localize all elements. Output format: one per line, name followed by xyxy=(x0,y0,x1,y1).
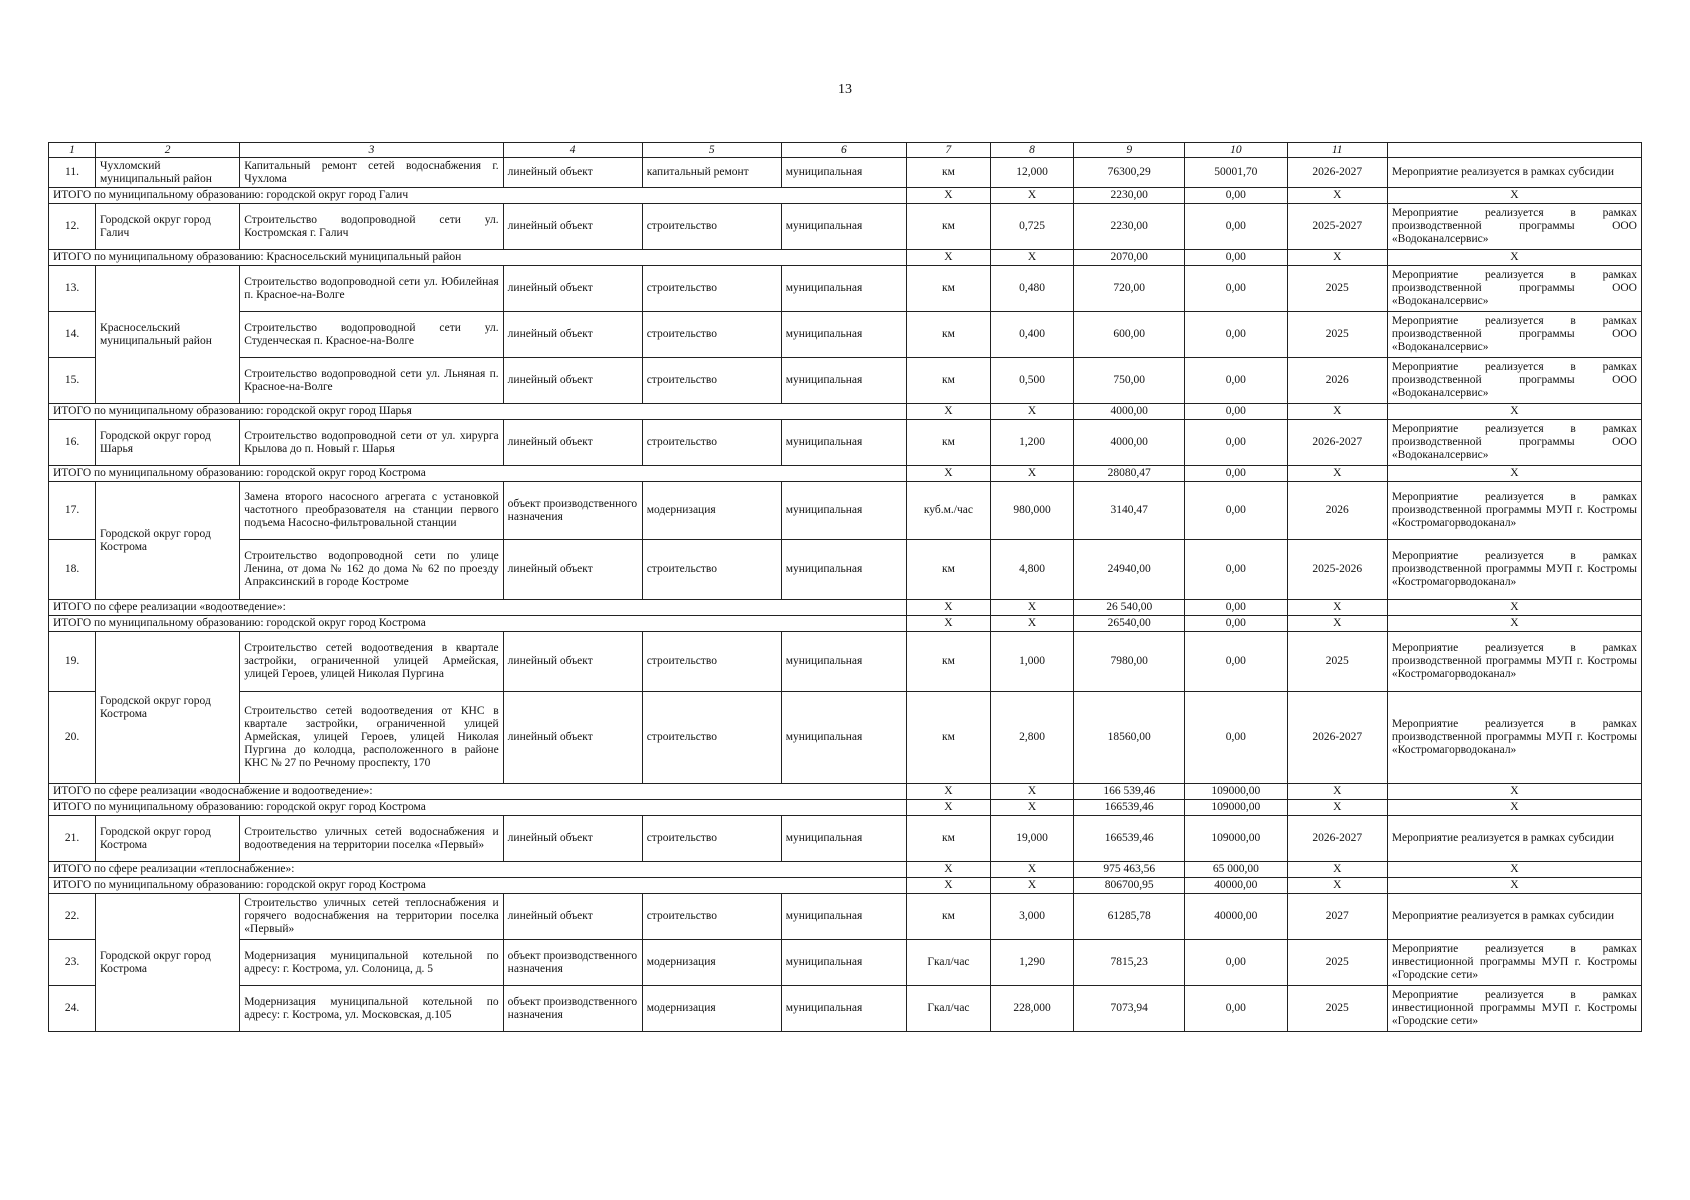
column-number: 1 xyxy=(49,143,96,158)
total-qty-x: X xyxy=(990,466,1074,482)
total-years-x: X xyxy=(1287,862,1387,878)
capacity: 0,400 xyxy=(990,312,1074,358)
total-row xyxy=(49,600,1642,616)
budget-funds: 0,00 xyxy=(1185,312,1287,358)
municipality-cell: Городской округ город Кострома xyxy=(96,894,240,1032)
total-unit-x: X xyxy=(907,616,991,632)
table-row xyxy=(49,204,1642,250)
total-qty-x: X xyxy=(990,404,1074,420)
work-type: строительство xyxy=(642,816,781,862)
ownership: муниципальная xyxy=(781,482,906,540)
total-label: ИТОГО по сфере реализации «теплоснабжение»: xyxy=(49,862,907,878)
note: Мероприятие реализуется в рамках производственной программы ООО «Водоканалсервис» xyxy=(1387,312,1641,358)
note: Мероприятие реализуется в рамках инвестиционной программы МУП г. Костромы «Городские сети» xyxy=(1387,940,1641,986)
project-name: Строительство водопроводной сети от ул. хирурга Крылова до п. Новый г. Шарья xyxy=(240,420,503,466)
table-row xyxy=(49,482,1642,540)
total-cost: 2230,00 xyxy=(1074,204,1185,250)
total-years-x: X xyxy=(1287,466,1387,482)
years: 2026 xyxy=(1287,358,1387,404)
object-type: линейный объект xyxy=(503,540,642,600)
object-type: линейный объект xyxy=(503,358,642,404)
capacity: 4,800 xyxy=(990,540,1074,600)
total-row xyxy=(49,616,1642,632)
budget-funds: 0,00 xyxy=(1185,204,1287,250)
total-cost: 7815,23 xyxy=(1074,940,1185,986)
work-type: модернизация xyxy=(642,986,781,1032)
total-cost: 166 539,46 xyxy=(1074,784,1185,800)
total-row xyxy=(49,250,1642,266)
municipality-cell: Городской округ город Кострома xyxy=(96,482,240,600)
unit: куб.м./час xyxy=(907,482,991,540)
project-name: Строительство сетей водоотведения в квартале застройки, ограниченной улицей Армейская, улицей Героев, улицей Николая Пургина xyxy=(240,632,503,692)
column-number: 6 xyxy=(781,143,906,158)
total-cost: 28080,47 xyxy=(1074,466,1185,482)
row-number: 12. xyxy=(49,204,96,250)
total-row xyxy=(49,862,1642,878)
total-note-x: X xyxy=(1387,466,1641,482)
note: Мероприятие реализуется в рамках производственной программы МУП г. Костромы «Костромагорводоканал» xyxy=(1387,632,1641,692)
total-cost: 18560,00 xyxy=(1074,692,1185,784)
total-qty-x: X xyxy=(990,784,1074,800)
row-number: 23. xyxy=(49,940,96,986)
total-budget: 0,00 xyxy=(1185,250,1287,266)
object-type: линейный объект xyxy=(503,158,642,188)
budget-funds: 0,00 xyxy=(1185,940,1287,986)
total-years-x: X xyxy=(1287,800,1387,816)
capacity: 1,200 xyxy=(990,420,1074,466)
row-number: 18. xyxy=(49,540,96,600)
years: 2025 xyxy=(1287,312,1387,358)
total-label: ИТОГО по сфере реализации «водоснабжение и водоотведение»: xyxy=(49,784,907,800)
total-unit-x: X xyxy=(907,466,991,482)
project-name: Строительство водопроводной сети ул. Льняная п. Красное-на-Волге xyxy=(240,358,503,404)
total-cost: 26540,00 xyxy=(1074,616,1185,632)
total-qty-x: X xyxy=(990,600,1074,616)
total-cost: 2230,00 xyxy=(1074,188,1185,204)
municipality-cell: Чухломский муниципальный район xyxy=(96,158,240,188)
total-note-x: X xyxy=(1387,616,1641,632)
work-type: строительство xyxy=(642,312,781,358)
column-number: 2 xyxy=(96,143,240,158)
row-number: 11. xyxy=(49,158,96,188)
years: 2027 xyxy=(1287,894,1387,940)
total-cost: 2070,00 xyxy=(1074,250,1185,266)
total-budget: 40000,00 xyxy=(1185,878,1287,894)
object-type: линейный объект xyxy=(503,692,642,784)
total-unit-x: X xyxy=(907,878,991,894)
total-qty-x: X xyxy=(990,188,1074,204)
unit: км xyxy=(907,204,991,250)
table-row xyxy=(49,894,1642,940)
capacity: 1,000 xyxy=(990,632,1074,692)
unit: км xyxy=(907,420,991,466)
total-note-x: X xyxy=(1387,404,1641,420)
work-type: капитальный ремонт xyxy=(642,158,781,188)
total-row xyxy=(49,878,1642,894)
unit: км xyxy=(907,358,991,404)
row-number: 24. xyxy=(49,986,96,1032)
project-name: Строительство водопроводной сети ул. Костромская г. Галич xyxy=(240,204,503,250)
work-type: строительство xyxy=(642,420,781,466)
ownership: муниципальная xyxy=(781,940,906,986)
total-row xyxy=(49,188,1642,204)
ownership: муниципальная xyxy=(781,358,906,404)
capacity: 3,000 xyxy=(990,894,1074,940)
project-name: Модернизация муниципальной котельной по адресу: г. Кострома, ул. Солоница, д. 5 xyxy=(240,940,503,986)
column-number: 11 xyxy=(1287,143,1387,158)
note: Мероприятие реализуется в рамках производственной программы ООО «Водоканалсервис» xyxy=(1387,266,1641,312)
total-years-x: X xyxy=(1287,250,1387,266)
total-label: ИТОГО по муниципальному образованию: городской округ город Шарья xyxy=(49,404,907,420)
table-row xyxy=(49,692,1642,784)
total-row xyxy=(49,784,1642,800)
total-cost: 4000,00 xyxy=(1074,420,1185,466)
column-number: 7 xyxy=(907,143,991,158)
capacity: 228,000 xyxy=(990,986,1074,1032)
column-number: 3 xyxy=(240,143,503,158)
row-number: 13. xyxy=(49,266,96,312)
ownership: муниципальная xyxy=(781,632,906,692)
budget-funds: 0,00 xyxy=(1185,358,1287,404)
ownership: муниципальная xyxy=(781,204,906,250)
note: Мероприятие реализуется в рамках производственной программы ООО «Водоканалсервис» xyxy=(1387,420,1641,466)
ownership: муниципальная xyxy=(781,158,906,188)
total-cost: 975 463,56 xyxy=(1074,862,1185,878)
total-label: ИТОГО по муниципальному образованию: городской округ город Кострома xyxy=(49,800,907,816)
total-years-x: X xyxy=(1287,188,1387,204)
total-label: ИТОГО по муниципальному образованию: городской округ город Галич xyxy=(49,188,907,204)
note: Мероприятие реализуется в рамках субсидии xyxy=(1387,158,1641,188)
page-number: 13 xyxy=(838,82,852,97)
total-cost: 166539,46 xyxy=(1074,800,1185,816)
object-type: линейный объект xyxy=(503,204,642,250)
total-years-x: X xyxy=(1287,878,1387,894)
total-budget: 0,00 xyxy=(1185,188,1287,204)
capacity: 19,000 xyxy=(990,816,1074,862)
column-number: 8 xyxy=(990,143,1074,158)
total-years-x: X xyxy=(1287,616,1387,632)
note: Мероприятие реализуется в рамках производственной программы ООО «Водоканалсервис» xyxy=(1387,204,1641,250)
note: Мероприятие реализуется в рамках производственной программы МУП г. Костромы «Костромагорводоканал» xyxy=(1387,540,1641,600)
project-name: Строительство сетей водоотведения от КНС в квартале застройки, ограниченной улицей Армейская, улицей Героев, улицей Николая Пургина до колодца, расположенного в районе КНС № 27 по Речному проспекту, 170 xyxy=(240,692,503,784)
capacity: 0,725 xyxy=(990,204,1074,250)
total-budget: 0,00 xyxy=(1185,404,1287,420)
total-cost: 720,00 xyxy=(1074,266,1185,312)
table-row xyxy=(49,420,1642,466)
total-budget: 109000,00 xyxy=(1185,800,1287,816)
total-years-x: X xyxy=(1287,784,1387,800)
note: Мероприятие реализуется в рамках субсидии xyxy=(1387,816,1641,862)
total-cost: 600,00 xyxy=(1074,312,1185,358)
ownership: муниципальная xyxy=(781,540,906,600)
unit: км xyxy=(907,816,991,862)
years: 2025 xyxy=(1287,986,1387,1032)
ownership: муниципальная xyxy=(781,894,906,940)
object-type: линейный объект xyxy=(503,420,642,466)
row-number: 20. xyxy=(49,692,96,784)
total-years-x: X xyxy=(1287,404,1387,420)
total-cost: 24940,00 xyxy=(1074,540,1185,600)
total-label: ИТОГО по муниципальному образованию: городской округ город Кострома xyxy=(49,878,907,894)
table-row xyxy=(49,986,1642,1032)
total-budget: 0,00 xyxy=(1185,466,1287,482)
total-cost: 26 540,00 xyxy=(1074,600,1185,616)
column-number: 9 xyxy=(1074,143,1185,158)
ownership: муниципальная xyxy=(781,816,906,862)
total-qty-x: X xyxy=(990,862,1074,878)
project-name: Строительство водопроводной сети по улице Ленина, от дома № 162 до дома № 62 по проезду Апраксинский в городе Костроме xyxy=(240,540,503,600)
municipality-cell: Красносельский муниципальный район xyxy=(96,266,240,404)
total-note-x: X xyxy=(1387,862,1641,878)
row-number: 19. xyxy=(49,632,96,692)
projects-table xyxy=(48,142,1642,1032)
total-row xyxy=(49,466,1642,482)
unit: Гкал/час xyxy=(907,940,991,986)
unit: Гкал/час xyxy=(907,986,991,1032)
object-type: объект производственного назначения xyxy=(503,986,642,1032)
total-cost: 4000,00 xyxy=(1074,404,1185,420)
object-type: объект производственного назначения xyxy=(503,482,642,540)
municipality-cell: Городской округ город Кострома xyxy=(96,632,240,784)
work-type: строительство xyxy=(642,204,781,250)
years: 2025 xyxy=(1287,940,1387,986)
work-type: строительство xyxy=(642,692,781,784)
municipality-cell: Городской округ город Кострома xyxy=(96,816,240,862)
table-body xyxy=(49,143,1642,1032)
note: Мероприятие реализуется в рамках производственной программы МУП г. Костромы «Костромагорводоканал» xyxy=(1387,692,1641,784)
budget-funds: 109000,00 xyxy=(1185,816,1287,862)
total-label: ИТОГО по муниципальному образованию: городской округ город Кострома xyxy=(49,466,907,482)
ownership: муниципальная xyxy=(781,692,906,784)
total-note-x: X xyxy=(1387,878,1641,894)
total-row xyxy=(49,404,1642,420)
unit: км xyxy=(907,894,991,940)
total-note-x: X xyxy=(1387,800,1641,816)
column-number: 10 xyxy=(1185,143,1287,158)
total-qty-x: X xyxy=(990,800,1074,816)
work-type: строительство xyxy=(642,266,781,312)
years: 2026-2027 xyxy=(1287,692,1387,784)
projects-table-wrapper xyxy=(48,142,1642,1032)
budget-funds: 0,00 xyxy=(1185,482,1287,540)
total-cost: 806700,95 xyxy=(1074,878,1185,894)
unit: км xyxy=(907,692,991,784)
note: Мероприятие реализуется в рамках инвестиционной программы МУП г. Костромы «Городские сети» xyxy=(1387,986,1641,1032)
work-type: строительство xyxy=(642,894,781,940)
budget-funds: 40000,00 xyxy=(1185,894,1287,940)
table-row xyxy=(49,312,1642,358)
budget-funds: 0,00 xyxy=(1185,540,1287,600)
years: 2025-2027 xyxy=(1287,204,1387,250)
total-unit-x: X xyxy=(907,404,991,420)
total-row xyxy=(49,800,1642,816)
table-row xyxy=(49,940,1642,986)
table-row xyxy=(49,266,1642,312)
total-cost: 7980,00 xyxy=(1074,632,1185,692)
project-name: Строительство водопроводной сети ул. Юбилейная п. Красное-на-Волге xyxy=(240,266,503,312)
project-name: Строительство уличных сетей теплоснабжения и горячего водоснабжения на территории поселка «Первый» xyxy=(240,894,503,940)
column-number xyxy=(1387,143,1641,158)
note: Мероприятие реализуется в рамках производственной программы ООО «Водоканалсервис» xyxy=(1387,358,1641,404)
total-qty-x: X xyxy=(990,616,1074,632)
total-budget: 0,00 xyxy=(1185,600,1287,616)
row-number: 22. xyxy=(49,894,96,940)
table-row xyxy=(49,158,1642,188)
total-qty-x: X xyxy=(990,878,1074,894)
row-number: 15. xyxy=(49,358,96,404)
capacity: 0,500 xyxy=(990,358,1074,404)
work-type: строительство xyxy=(642,632,781,692)
total-unit-x: X xyxy=(907,188,991,204)
years: 2026 xyxy=(1287,482,1387,540)
project-name: Строительство водопроводной сети ул. Студенческая п. Красное-на-Волге xyxy=(240,312,503,358)
project-name: Строительство уличных сетей водоснабжения и водоотведения на территории поселка «Первый» xyxy=(240,816,503,862)
total-cost: 166539,46 xyxy=(1074,816,1185,862)
budget-funds: 0,00 xyxy=(1185,692,1287,784)
years: 2025 xyxy=(1287,632,1387,692)
budget-funds: 50001,70 xyxy=(1185,158,1287,188)
ownership: муниципальная xyxy=(781,312,906,358)
object-type: линейный объект xyxy=(503,312,642,358)
total-unit-x: X xyxy=(907,800,991,816)
years: 2026-2027 xyxy=(1287,420,1387,466)
total-note-x: X xyxy=(1387,600,1641,616)
project-name: Замена второго насосного агрегата с установкой частотного преобразователя на станции первого подъема Насосно-фильтровальной станции xyxy=(240,482,503,540)
unit: км xyxy=(907,632,991,692)
total-budget: 109000,00 xyxy=(1185,784,1287,800)
total-years-x: X xyxy=(1287,600,1387,616)
work-type: модернизация xyxy=(642,940,781,986)
row-number: 17. xyxy=(49,482,96,540)
ownership: муниципальная xyxy=(781,420,906,466)
table-row xyxy=(49,816,1642,862)
object-type: линейный объект xyxy=(503,894,642,940)
column-number: 4 xyxy=(503,143,642,158)
unit: км xyxy=(907,312,991,358)
total-unit-x: X xyxy=(907,784,991,800)
total-label: ИТОГО по сфере реализации «водоотведение»: xyxy=(49,600,907,616)
total-cost: 7073,94 xyxy=(1074,986,1185,1032)
work-type: строительство xyxy=(642,358,781,404)
total-unit-x: X xyxy=(907,862,991,878)
total-note-x: X xyxy=(1387,188,1641,204)
object-type: линейный объект xyxy=(503,632,642,692)
ownership: муниципальная xyxy=(781,266,906,312)
column-number: 5 xyxy=(642,143,781,158)
work-type: строительство xyxy=(642,540,781,600)
capacity: 12,000 xyxy=(990,158,1074,188)
note: Мероприятие реализуется в рамках субсидии xyxy=(1387,894,1641,940)
unit: км xyxy=(907,158,991,188)
years: 2026-2027 xyxy=(1287,816,1387,862)
capacity: 0,480 xyxy=(990,266,1074,312)
total-unit-x: X xyxy=(907,250,991,266)
unit: км xyxy=(907,540,991,600)
table-row xyxy=(49,540,1642,600)
total-note-x: X xyxy=(1387,250,1641,266)
total-qty-x: X xyxy=(990,250,1074,266)
municipality-cell: Городской округ город Галич xyxy=(96,204,240,250)
ownership: муниципальная xyxy=(781,986,906,1032)
capacity: 980,000 xyxy=(990,482,1074,540)
total-budget: 0,00 xyxy=(1185,616,1287,632)
total-label: ИТОГО по муниципальному образованию: городской округ город Кострома xyxy=(49,616,907,632)
total-unit-x: X xyxy=(907,600,991,616)
years: 2025 xyxy=(1287,266,1387,312)
object-type: линейный объект xyxy=(503,816,642,862)
budget-funds: 0,00 xyxy=(1185,420,1287,466)
budget-funds: 0,00 xyxy=(1185,266,1287,312)
project-name: Модернизация муниципальной котельной по адресу: г. Кострома, ул. Московская, д.105 xyxy=(240,986,503,1032)
object-type: объект производственного назначения xyxy=(503,940,642,986)
total-note-x: X xyxy=(1387,784,1641,800)
row-number: 14. xyxy=(49,312,96,358)
column-number-row xyxy=(49,143,1642,158)
total-cost: 76300,29 xyxy=(1074,158,1185,188)
object-type: линейный объект xyxy=(503,266,642,312)
municipality-cell: Городской округ город Шарья xyxy=(96,420,240,466)
unit: км xyxy=(907,266,991,312)
total-cost: 750,00 xyxy=(1074,358,1185,404)
budget-funds: 0,00 xyxy=(1185,632,1287,692)
years: 2026-2027 xyxy=(1287,158,1387,188)
total-cost: 3140,47 xyxy=(1074,482,1185,540)
table-row xyxy=(49,632,1642,692)
capacity: 2,800 xyxy=(990,692,1074,784)
total-cost: 61285,78 xyxy=(1074,894,1185,940)
row-number: 16. xyxy=(49,420,96,466)
capacity: 1,290 xyxy=(990,940,1074,986)
total-budget: 65 000,00 xyxy=(1185,862,1287,878)
row-number: 21. xyxy=(49,816,96,862)
years: 2025-2026 xyxy=(1287,540,1387,600)
project-name: Капитальный ремонт сетей водоснабжения г. Чухлома xyxy=(240,158,503,188)
note: Мероприятие реализуется в рамках производственной программы МУП г. Костромы «Костромагорводоканал» xyxy=(1387,482,1641,540)
work-type: модернизация xyxy=(642,482,781,540)
budget-funds: 0,00 xyxy=(1185,986,1287,1032)
table-row xyxy=(49,358,1642,404)
total-label: ИТОГО по муниципальному образованию: Красносельский муниципальный район xyxy=(49,250,907,266)
